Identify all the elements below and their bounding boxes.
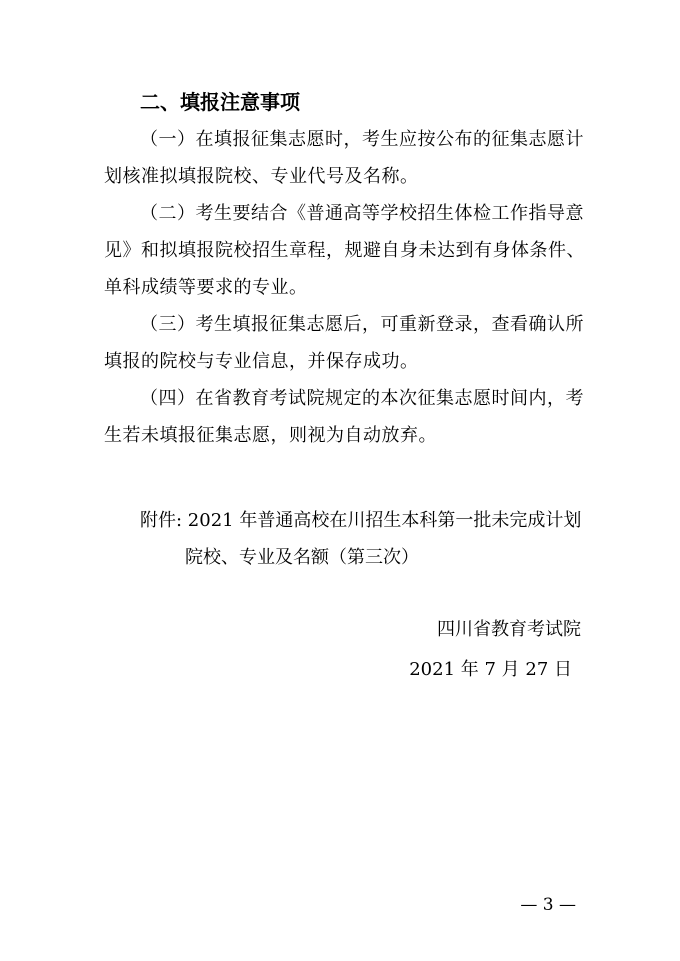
page-number: — 3 — [520,895,576,915]
notice-item-2-line-3: 单科成绩等要求的专业。 [104,277,308,298]
notice-item-1 [104,121,584,195]
notice-item-3-line-1: （三）考生填报征集志愿后，可重新登录，查看确认所 [140,314,584,335]
issuer-name: 四川省教育考试院 [437,619,581,640]
attachment-note [140,502,581,576]
issue-date: 2021 年 7 月 27 日 [409,659,572,680]
notice-item-4 [104,380,584,454]
notice-item-3-line-2: 填报的院校与专业信息，并保存成功。 [104,351,419,372]
notice-item-4-line-1: （四）在省教育考试院规定的本次征集志愿时间内，考 [140,388,584,409]
attachment-line-1: 附件: 2021 年普通高校在川招生本科第一批未完成计划 [140,510,582,531]
section-heading: 二、填报注意事项 [140,90,300,114]
notice-item-1-line-2: 划核准拟填报院校、专业代号及名称。 [104,166,419,187]
notice-item-2 [104,195,584,306]
notice-item-3 [104,306,584,380]
notice-item-1-line-1: （一）在填报征集志愿时，考生应按公布的征集志愿计 [140,129,584,150]
notice-item-2-line-2: 见》和拟填报院校招生章程，规避自身未达到有身体条件、 [104,240,585,261]
notice-item-2-line-1: （二）考生要结合《普通高等学校招生体检工作指导意 [140,203,584,224]
notice-item-4-line-2: 生若未填报征集志愿，则视为自动放弃。 [104,425,437,446]
attachment-line-2: 院校、专业及名额（第三次） [185,547,419,568]
